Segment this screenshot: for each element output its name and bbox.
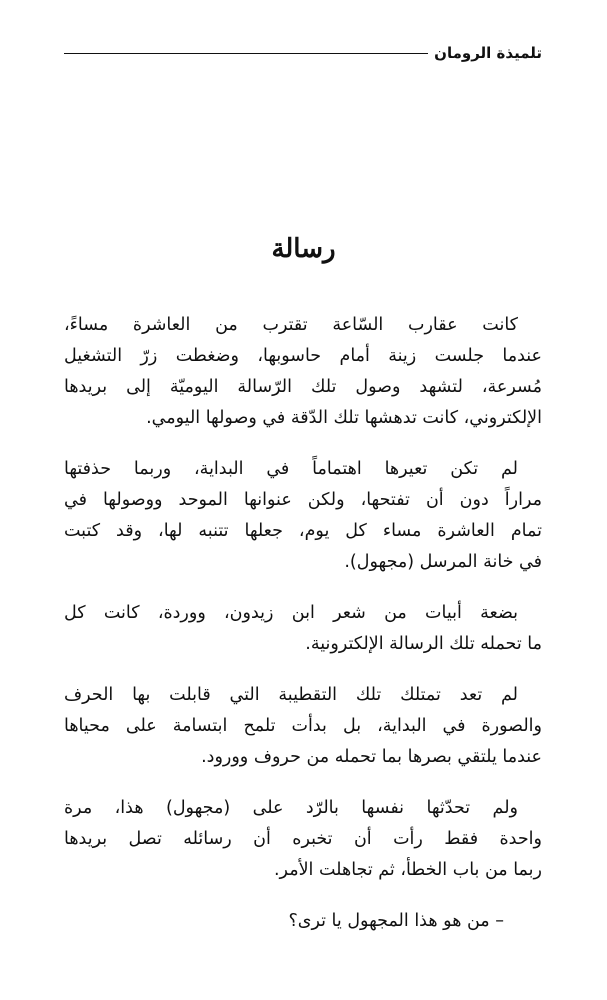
text-line: ما تحمله تلك الرسالة الإلكترونية. [305, 634, 542, 654]
text-line: الإلكتروني، كانت تدهشها تلك الدّقة في وصولها اليومي. [146, 408, 542, 428]
text-line: كانت عقارب السّاعة تقترب من العاشرة مساءً، [64, 315, 518, 335]
text-line: لم تكن تعيرها اهتماماً في البداية، وربما حذفتها [64, 459, 518, 479]
text-line: مُسرعة، لتشهد وصول تلك الرّسالة اليوميّة إلى بريدها [64, 377, 542, 397]
text-line: لم تعد تمتلك تلك التقطيبة التي قابلت بها الحرف [64, 685, 518, 705]
running-header [64, 44, 542, 62]
text-line: ربما من باب الخطأ، ثم تجاهلت الأمر. [273, 860, 542, 880]
paragraph-3 [64, 598, 542, 660]
paragraph-1 [64, 310, 542, 434]
text-line: واحدة فقط رأت أن تخبره أن رسائله تصل بريدها [64, 829, 542, 849]
dialogue-line: – من هو هذا المجهول يا ترى؟ [288, 911, 504, 931]
text-line: في خانة المرسل (مجهول). [344, 552, 542, 572]
book-title: تلميذة الرومان [434, 44, 542, 62]
text-line: عندما يلتقي بصرها بما تحمله من حروف وورود. [201, 747, 542, 767]
text-line: تمام العاشرة مساء كل يوم، جعلها تتنبه لها، وقد كتبت [64, 521, 542, 541]
header-rule [64, 53, 428, 54]
paragraph-5 [64, 793, 542, 886]
text-line: بضعة أبيات من شعر ابن زيدون، ووردة، كانت كل [64, 603, 518, 623]
body-text [64, 310, 542, 937]
paragraph-4 [64, 680, 542, 773]
text-line: والصورة في البداية، بل بدأت تلمح ابتسامة على محياها [64, 716, 542, 736]
text-line: ولم تحدّثها نفسها بالرّد على (مجهول) هذا، مرة [64, 798, 518, 818]
paragraph-2 [64, 454, 542, 578]
text-line: مراراً دون أن تفتحها، ولكن عنوانها الموحد ووصولها في [64, 490, 542, 510]
text-line: عندما جلست زينة أمام حاسوبها، وضغطت زرّ التشغيل [64, 346, 542, 366]
chapter-title: رسالة [271, 234, 336, 264]
